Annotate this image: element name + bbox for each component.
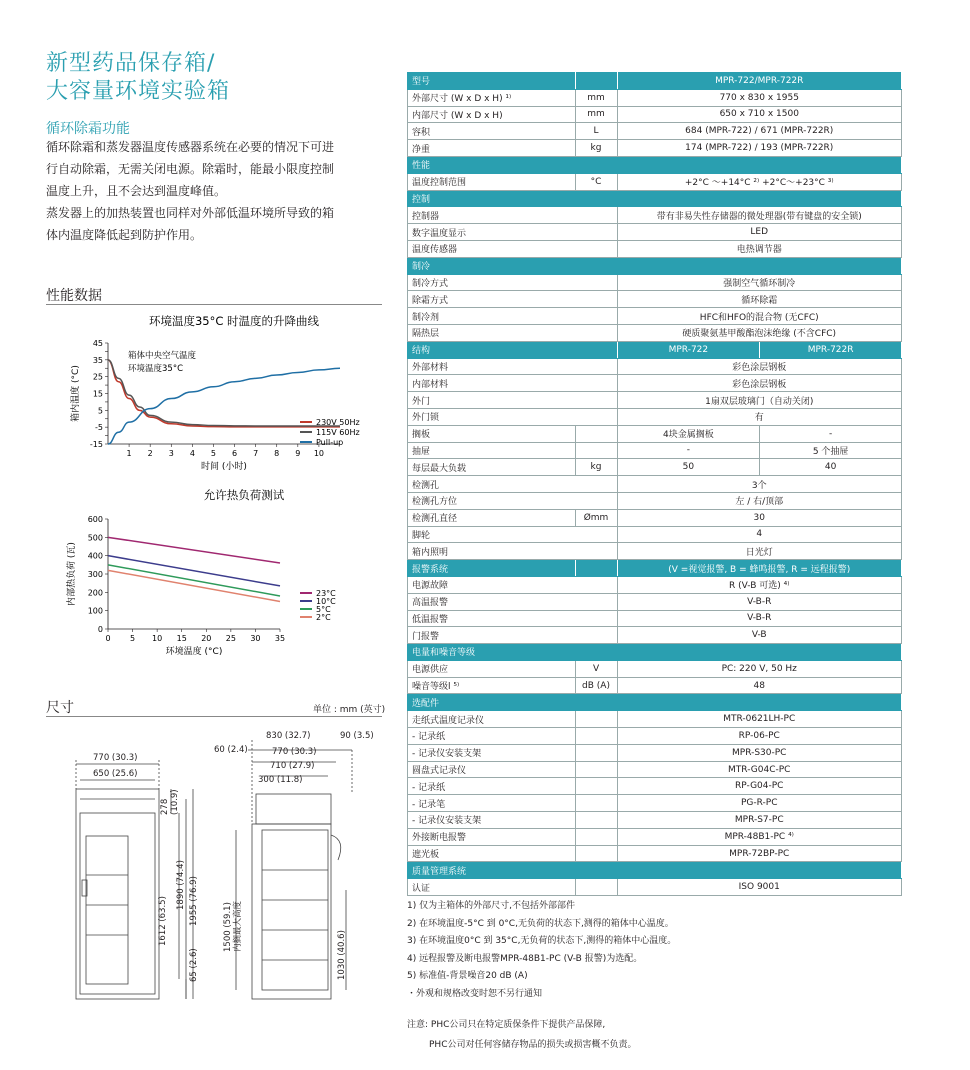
spec-cell: 外部尺寸 (W x D x H) ¹⁾ bbox=[408, 89, 576, 106]
heat-load-chart bbox=[46, 486, 382, 656]
spec-cell: 型号 bbox=[408, 73, 576, 90]
y-axis-label: 内部热负荷 (瓦) bbox=[67, 542, 77, 606]
performance-heading: 性能数据 bbox=[46, 288, 102, 304]
spec-row bbox=[408, 459, 902, 476]
spec-row bbox=[408, 140, 902, 157]
spec-cell: 报警系统 bbox=[408, 560, 576, 577]
x-tick-label: 6 bbox=[231, 449, 238, 458]
spec-row bbox=[408, 207, 902, 224]
spec-cell: 容积 bbox=[408, 123, 576, 140]
spec-row bbox=[408, 543, 902, 560]
spec-cell bbox=[575, 778, 617, 795]
spec-cell: LED bbox=[617, 224, 902, 241]
spec-row bbox=[408, 795, 902, 812]
x-tick-label: 4 bbox=[189, 449, 195, 458]
x-tick-label: 0 bbox=[105, 634, 111, 643]
spec-cell: 1扇双层玻璃门（自动关闭) bbox=[617, 392, 902, 409]
door-glass bbox=[86, 836, 128, 984]
spec-cell: - bbox=[617, 442, 760, 459]
spec-cell: 强制空气循环制冷 bbox=[617, 274, 902, 291]
x-tick-label: 10 bbox=[152, 634, 163, 643]
spec-row bbox=[408, 845, 902, 862]
spec-cell bbox=[575, 744, 617, 761]
spec-row bbox=[408, 291, 902, 308]
spec-cell: RP-06-PC bbox=[617, 728, 902, 745]
y-tick-label: -15 bbox=[89, 440, 103, 449]
spec-cell: 温度控制范围 bbox=[408, 173, 576, 190]
spec-row bbox=[408, 73, 902, 90]
spec-cell: (V =视觉报警, B = 蜂鸣报警, R = 远程报警) bbox=[617, 560, 902, 577]
spec-cell: 外门 bbox=[408, 392, 618, 409]
spec-cell: MPR-722/MPR-722R bbox=[617, 73, 902, 90]
spec-cell: dB (A) bbox=[575, 677, 617, 694]
spec-cell: 硬质聚氨基甲酸酯泡沫绝缘 (不含CFC) bbox=[617, 324, 902, 341]
chart-title: 允许热负荷测试 bbox=[203, 488, 285, 502]
y-tick-label: 400 bbox=[87, 551, 103, 561]
spec-row bbox=[408, 106, 902, 123]
spec-cell: 结构 bbox=[408, 341, 618, 358]
x-tick-label: 2 bbox=[147, 449, 153, 458]
spec-cell: 4块金属搁板 bbox=[617, 425, 760, 442]
spec-cell: - 记录仪安装支架 bbox=[408, 812, 576, 829]
spec-cell: 搁板 bbox=[408, 425, 576, 442]
front-caster-height: 65 (2.6) bbox=[189, 948, 199, 982]
spec-row bbox=[408, 879, 902, 896]
spec-cell: HFC和HFO的混合物 (无CFC) bbox=[617, 308, 902, 325]
spec-cell: MPR-72BP-PC bbox=[617, 845, 902, 862]
spec-cell: 外部材料 bbox=[408, 358, 618, 375]
spec-cell: kg bbox=[575, 459, 617, 476]
spec-cell: PC: 220 V, 50 Hz bbox=[617, 660, 902, 677]
spec-row bbox=[408, 257, 902, 274]
spec-cell: R (V-B 可选) ⁴⁾ bbox=[617, 576, 902, 593]
side-depth-total: 830 (32.7) bbox=[266, 731, 311, 741]
spec-cell: ISO 9001 bbox=[617, 879, 902, 896]
spec-cell: 门报警 bbox=[408, 627, 618, 644]
x-tick-label: 30 bbox=[250, 634, 261, 643]
spec-cell: MPR-S7-PC bbox=[617, 812, 902, 829]
spec-cell: 650 x 710 x 1500 bbox=[617, 106, 902, 123]
spec-cell: 箱内照明 bbox=[408, 543, 618, 560]
y-tick-label: 5 bbox=[97, 406, 103, 416]
chart-title: 环境温度35°C 时温度的升降曲线 bbox=[148, 314, 320, 328]
spec-cell: 走纸式温度记录仪 bbox=[408, 711, 576, 728]
spec-row bbox=[408, 761, 902, 778]
spec-cell bbox=[575, 425, 617, 442]
y-tick-label: 600 bbox=[87, 515, 103, 524]
footnote: 4) 远程报警及断电报警MPR-48B1-PC (V-B 报警)为选配。 bbox=[407, 953, 643, 964]
front-top-height-inch: (10.9) bbox=[170, 789, 180, 815]
spec-cell: 内部材料 bbox=[408, 375, 618, 392]
footnote: 5) 标准值-背景噪音20 dB (A) bbox=[407, 971, 528, 981]
legend-label: 230V 50Hz bbox=[316, 418, 360, 427]
spec-cell: 抽屉 bbox=[408, 442, 576, 459]
x-tick-label: 7 bbox=[253, 449, 259, 458]
spec-cell: Ømm bbox=[575, 509, 617, 526]
spec-cell: 控制 bbox=[408, 190, 902, 207]
spec-cell: 除霜方式 bbox=[408, 291, 618, 308]
dimension-drawing bbox=[46, 720, 382, 1000]
spec-cell: MPR-722 bbox=[617, 341, 760, 358]
spec-row bbox=[408, 173, 902, 190]
spec-cell: RP-G04-PC bbox=[617, 778, 902, 795]
spec-cell: 认证 bbox=[408, 879, 576, 896]
front-body-height: 1890 (74.4) bbox=[176, 860, 186, 910]
spec-cell: MPR-48B1-PC ⁴⁾ bbox=[617, 828, 902, 845]
spec-cell: 带有非易失性存储器的微处理器(带有键盘的安全锁) bbox=[617, 207, 902, 224]
front-cabinet-outline bbox=[76, 789, 159, 999]
spec-row bbox=[408, 408, 902, 425]
spec-cell bbox=[575, 73, 617, 90]
spec-cell: 日光灯 bbox=[617, 543, 902, 560]
spec-row bbox=[408, 156, 902, 173]
spec-row bbox=[408, 576, 902, 593]
spec-row bbox=[408, 694, 902, 711]
spec-row bbox=[408, 509, 902, 526]
chart-annotation: 环境温度35°C bbox=[128, 364, 184, 374]
spec-cell: - 记录仪安装支架 bbox=[408, 744, 576, 761]
spec-cell bbox=[575, 795, 617, 812]
spec-row bbox=[408, 425, 902, 442]
spec-cell: 检测孔方位 bbox=[408, 492, 618, 509]
y-tick-label: 200 bbox=[87, 588, 103, 598]
dimensions-divider bbox=[46, 716, 382, 717]
defrost-heading: 循环除霜功能 bbox=[46, 121, 130, 137]
spec-cell: MTR-G04C-PC bbox=[617, 761, 902, 778]
front-door-height: 1612 (63.5) bbox=[158, 896, 168, 946]
chart-annotation: 箱体中央空气温度 bbox=[128, 351, 197, 361]
spec-cell bbox=[575, 560, 617, 577]
spec-cell: 内部尺寸 (W x D x H) bbox=[408, 106, 576, 123]
x-axis-label: 环境温度 (°C) bbox=[165, 647, 223, 656]
spec-cell: 174 (MPR-722) / 193 (MPR-722R) bbox=[617, 140, 902, 157]
side-lower-height: 1030 (40.6) bbox=[337, 930, 347, 980]
spec-cell: - 记录笔 bbox=[408, 795, 576, 812]
spec-row bbox=[408, 711, 902, 728]
spec-row bbox=[408, 375, 902, 392]
spec-row bbox=[408, 492, 902, 509]
spec-row bbox=[408, 660, 902, 677]
legend-label: 23°C bbox=[316, 589, 336, 598]
x-tick-label: 3 bbox=[168, 449, 174, 458]
spec-cell: 30 bbox=[617, 509, 902, 526]
x-tick-label: 10 bbox=[313, 449, 325, 458]
spec-cell: 电源故障 bbox=[408, 576, 618, 593]
spec-cell: 有 bbox=[617, 408, 902, 425]
footnotes bbox=[407, 898, 676, 1003]
spec-row bbox=[408, 828, 902, 845]
x-tick-label: 5 bbox=[210, 449, 217, 458]
spec-cell: 制冷剂 bbox=[408, 308, 618, 325]
spec-row bbox=[408, 744, 902, 761]
side-shelf-height-label: 内搁最大高度 bbox=[233, 900, 243, 952]
spec-row bbox=[408, 778, 902, 795]
spec-cell: MTR-0621LH-PC bbox=[617, 711, 902, 728]
series-line-1 bbox=[108, 556, 280, 586]
side-depth-inner: 710 (27.9) bbox=[270, 761, 315, 771]
spec-cell: 电量和噪音等级 bbox=[408, 644, 902, 661]
page-title bbox=[46, 50, 230, 106]
front-door-outline bbox=[80, 813, 155, 994]
spec-cell bbox=[575, 828, 617, 845]
front-width-outer: 770 (30.3) bbox=[93, 753, 138, 763]
spec-cell: 检测孔 bbox=[408, 476, 618, 493]
spec-cell: 数字温度显示 bbox=[408, 224, 618, 241]
x-tick-label: 9 bbox=[295, 449, 301, 458]
spec-cell: 外接断电报警 bbox=[408, 828, 576, 845]
spec-cell: 彩色涂层钢板 bbox=[617, 358, 902, 375]
spec-row bbox=[408, 644, 902, 661]
spec-cell: - bbox=[760, 425, 902, 442]
spec-cell: L bbox=[575, 123, 617, 140]
spec-cell: 性能 bbox=[408, 156, 902, 173]
footnote: 3) 在环境温度0°C 到 35°C,无负荷的状态下,测得的箱体中心温度。 bbox=[407, 936, 677, 946]
spec-cell bbox=[575, 812, 617, 829]
footnote: ・外观和规格改变时恕不另行通知 bbox=[407, 988, 543, 999]
side-depth-partial: 300 (11.8) bbox=[258, 775, 303, 785]
y-tick-label: 15 bbox=[92, 389, 103, 399]
spec-cell: V bbox=[575, 660, 617, 677]
legend-label: 5°C bbox=[316, 605, 331, 614]
spec-cell: - 记录纸 bbox=[408, 778, 576, 795]
side-depth-extra: 90 (3.5) bbox=[340, 731, 374, 741]
spec-row bbox=[408, 123, 902, 140]
spec-row bbox=[408, 593, 902, 610]
spec-cell: 外门锁 bbox=[408, 408, 618, 425]
y-tick-label: 500 bbox=[87, 533, 103, 543]
y-tick-label: 100 bbox=[87, 606, 103, 616]
spec-cell: 低温报警 bbox=[408, 610, 618, 627]
spec-cell bbox=[575, 761, 617, 778]
series-line-0 bbox=[108, 537, 280, 563]
spec-cell: PG-R-PC bbox=[617, 795, 902, 812]
spec-cell: 控制器 bbox=[408, 207, 618, 224]
spec-row bbox=[408, 812, 902, 829]
spec-cell: 50 bbox=[617, 459, 760, 476]
spec-cell: 脚轮 bbox=[408, 526, 618, 543]
legend-label: 10°C bbox=[316, 597, 336, 606]
spec-cell: +2°C ～+14°C ²⁾ +2°C～+23°C ³⁾ bbox=[617, 173, 902, 190]
series-line-3 bbox=[108, 570, 280, 601]
series-line-2 bbox=[108, 565, 280, 596]
spec-cell: MPR-S30-PC bbox=[617, 744, 902, 761]
spec-row bbox=[408, 190, 902, 207]
spec-row bbox=[408, 89, 902, 106]
spec-row bbox=[408, 862, 902, 879]
title-line-2: 大容量环境实验箱 bbox=[46, 79, 231, 104]
spec-row bbox=[408, 476, 902, 493]
spec-cell: 684 (MPR-722) / 671 (MPR-722R) bbox=[617, 123, 902, 140]
spec-cell: MPR-722R bbox=[760, 341, 902, 358]
spec-cell: 48 bbox=[617, 677, 902, 694]
spec-row bbox=[408, 341, 902, 358]
x-tick-label: 35 bbox=[274, 634, 286, 643]
spec-cell: - 记录纸 bbox=[408, 728, 576, 745]
spec-cell bbox=[575, 711, 617, 728]
spec-cell: 净重 bbox=[408, 140, 576, 157]
spec-cell: 电源供应 bbox=[408, 660, 576, 677]
front-width-inner: 650 (25.6) bbox=[93, 769, 138, 779]
spec-row bbox=[408, 274, 902, 291]
unit-label: 单位 : mm (英寸) bbox=[313, 705, 386, 715]
y-tick-label: 300 bbox=[87, 570, 103, 579]
y-tick-label: 0 bbox=[97, 625, 103, 634]
spec-cell bbox=[575, 728, 617, 745]
spec-row bbox=[408, 324, 902, 341]
front-total-height: 1955 (76.9) bbox=[189, 876, 199, 926]
defrost-paragraph: 循环除霜和蒸发器温度传感器系统在必要的情况下可进 行自动除霜，无需关闭电源。除霜时，能最小限度控制 温度上升，且不会达到温度峰值。 蒸发器上的加热装置也同样对外部低温环境所导致的箱 体内温度降低起到防护作用。 bbox=[46, 140, 335, 242]
spec-cell: 彩色涂层钢板 bbox=[617, 375, 902, 392]
x-tick-label: 20 bbox=[201, 634, 212, 643]
spec-cell: 选配件 bbox=[408, 694, 902, 711]
spec-cell bbox=[575, 879, 617, 896]
spec-row bbox=[408, 627, 902, 644]
spec-row bbox=[408, 224, 902, 241]
spec-cell: 制冷方式 bbox=[408, 274, 618, 291]
title-line-1: 新型药品保存箱/ bbox=[46, 51, 216, 76]
spec-cell: °C bbox=[575, 173, 617, 190]
spec-cell: 检测孔直径 bbox=[408, 509, 576, 526]
spec-cell: 左 / 右/顶部 bbox=[617, 492, 902, 509]
y-axis-label: 箱内温度 (°C) bbox=[71, 365, 81, 422]
x-tick-label: 5 bbox=[130, 634, 136, 643]
legend-label: Pull-up bbox=[316, 438, 344, 447]
spec-cell bbox=[575, 845, 617, 862]
spec-cell: mm bbox=[575, 89, 617, 106]
spec-cell: kg bbox=[575, 140, 617, 157]
spec-cell: 遮光板 bbox=[408, 845, 576, 862]
spec-cell: 质量管理系统 bbox=[408, 862, 902, 879]
x-tick-label: 15 bbox=[176, 634, 187, 643]
side-cabinet-outline bbox=[252, 824, 331, 999]
spec-cell: 温度传感器 bbox=[408, 240, 618, 257]
spec-row bbox=[408, 308, 902, 325]
spec-cell: 4 bbox=[617, 526, 902, 543]
side-depth-body: 770 (30.3) bbox=[272, 747, 317, 757]
spec-cell: 每层最大负载 bbox=[408, 459, 576, 476]
dimensions-heading: 尺寸 bbox=[46, 700, 74, 716]
spec-row bbox=[408, 610, 902, 627]
spec-row bbox=[408, 240, 902, 257]
spec-row bbox=[408, 442, 902, 459]
footnote: 2) 在环境温度-5°C 到 0°C,无负荷的状态下,测得的箱体中心温度。 bbox=[407, 918, 674, 929]
x-axis-label: 时间 (小时) bbox=[201, 462, 247, 472]
x-tick-label: 1 bbox=[126, 449, 132, 458]
front-top-height: 278 bbox=[160, 798, 170, 815]
spec-cell: 隔热层 bbox=[408, 324, 618, 341]
spec-row bbox=[408, 392, 902, 409]
legend-label: 115V 60Hz bbox=[316, 428, 360, 437]
spec-cell: 770 x 830 x 1955 bbox=[617, 89, 902, 106]
spec-row bbox=[408, 677, 902, 694]
spec-row bbox=[408, 358, 902, 375]
spec-cell: mm bbox=[575, 106, 617, 123]
spec-cell bbox=[575, 442, 617, 459]
spec-cell: 循环除霜 bbox=[617, 291, 902, 308]
spec-cell: 3个 bbox=[617, 476, 902, 493]
spec-cell: V-B-R bbox=[617, 593, 902, 610]
warranty-notice: 注意: PHC公司只在特定质保条件下提供产品保障, PHC公司对任何容储存物品的损失或损害概不负责。 bbox=[407, 1020, 637, 1050]
spec-cell: 圆盘式记录仪 bbox=[408, 761, 576, 778]
y-tick-label: 35 bbox=[92, 355, 103, 365]
spec-cell: V-B bbox=[617, 627, 902, 644]
spec-cell: 噪音等级l ⁵⁾ bbox=[408, 677, 576, 694]
spec-cell: 40 bbox=[760, 459, 902, 476]
legend-label: 2°C bbox=[316, 613, 331, 622]
x-tick-label: 8 bbox=[274, 449, 280, 458]
footnote: 1) 仅为主箱体的外部尺寸,不包括外部部件 bbox=[407, 901, 575, 911]
side-top-unit bbox=[256, 794, 331, 824]
x-tick-label: 25 bbox=[225, 634, 236, 643]
spec-table bbox=[407, 72, 902, 896]
spec-row bbox=[408, 560, 902, 577]
y-tick-label: 25 bbox=[92, 372, 103, 382]
side-shelf-height: 1500 (59.1) bbox=[223, 902, 233, 952]
spec-row bbox=[408, 526, 902, 543]
temperature-curve-chart bbox=[46, 312, 382, 482]
side-depth-front: 60 (2.4) bbox=[214, 745, 248, 755]
spec-cell: V-B-R bbox=[617, 610, 902, 627]
spec-row bbox=[408, 728, 902, 745]
spec-cell: 高温报警 bbox=[408, 593, 618, 610]
spec-cell: 5 个抽屉 bbox=[760, 442, 902, 459]
y-tick-label: 45 bbox=[92, 339, 103, 348]
performance-divider bbox=[46, 304, 382, 305]
spec-cell: 电热调节器 bbox=[617, 240, 902, 257]
y-tick-label: -5 bbox=[95, 423, 103, 433]
spec-cell: 制冷 bbox=[408, 257, 902, 274]
